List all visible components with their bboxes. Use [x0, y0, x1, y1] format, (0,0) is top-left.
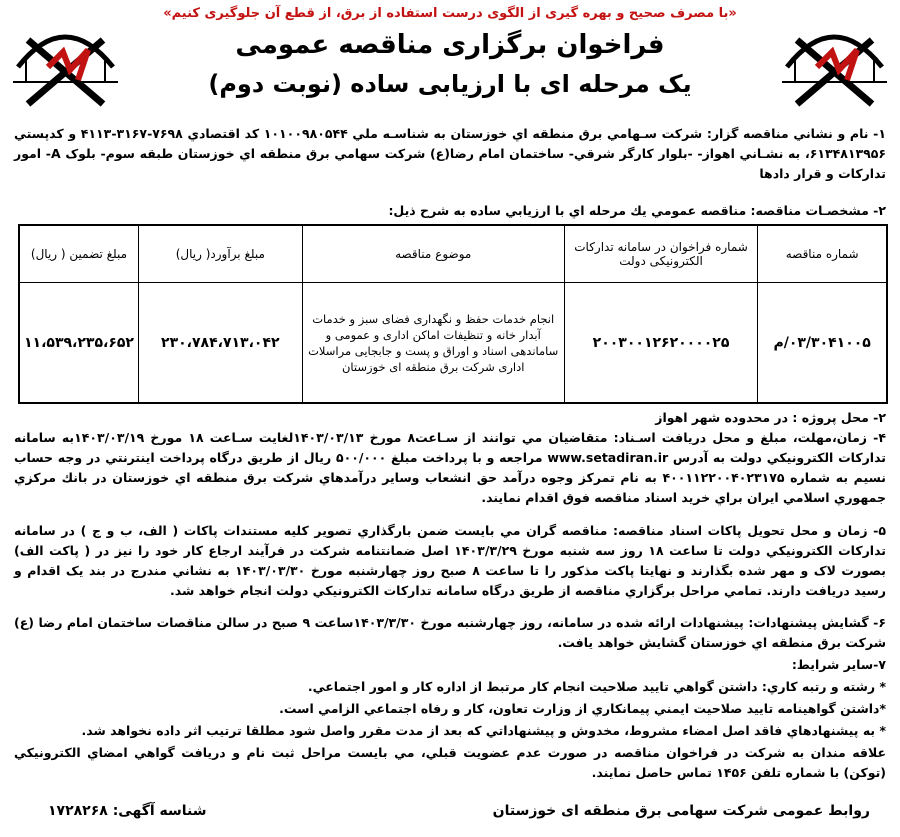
- condition-c: * به پيشنهادهاي فاقد اصل امضاء مشروط، مخدوش و پيشنهاداتي كه بعد از مدت مقرر واصل شود مطلقا ترتيب اثر داده نخواهد شد.: [81, 723, 886, 738]
- power-company-logo-left: [8, 12, 123, 112]
- table-header-row: [20, 226, 887, 283]
- col-subject: موضوع مناقصه: [302, 226, 564, 283]
- footer-organization: روابط عمومی شرکت سهامی برق منطقه ای خوزستان: [492, 803, 870, 819]
- slogan: «با مصرف صحیح و بهره گیری از الگوی درست استفاده از برق، از قطع آن جلوگیری کنیم»: [163, 6, 737, 21]
- section-1-tenderer: ۱- نام و نشاني مناقصه گزار: شركت سـهامي برق منطقه اي خوزستان به شناسـه ملي ۱۰۱۰۰۹۸۰۵۴۴ كد اقتصادي ۷۶۹۸-۳۱۶۷-۴۱۱۳ و كدپستي ۶۱۳۴۸۱۳۹۵۶، به نشـاني اهواز- -بلوار كارگر شرقي- ساختمان امام رضا(ع) شركت سهامي برق منطقه اي خوزستان طبقه سوم- بلوک A- امور تداركات و قرار دادها: [14, 126, 886, 181]
- col-guarantee: مبلغ تضمین ( ريال): [20, 226, 139, 283]
- col-system-no: شماره فراخوان در سامانه تدارکات الکترونیکی دولت: [564, 226, 758, 283]
- section-5-delivery: ۵- زمان و محل تحويل پاكات اسناد مناقصه: مناقصه گران مي بايست ضمن بارگذاري تصوير كليه مستندات پاكات ( الف، ب و ج ) در سامانه تداركات الكترونيكي دولت تا ساعت ۱۸ روز سه شنبه مورخ ۱۴۰۳/۳/۲۹ اصل ضمانتنامه شركت در فرآيند ارجاع كار خود را نيز در ( پاكت الف) بصورت لاک و مهر شده بگذارند و نهايتا پاكت مذكور را تا ساعت ۸ صبح روز چهارشنبه مورخ ۱۴۰۳/۰۳/۳۰ به نشاني مندرج در بند يک اقدام و رسيد دريافت دارند. تمامي مراحل برگزاري مناقصه از طريق درگاه سامانه تداركات الكترونيكي دولت انجام خواهد شد.: [14, 523, 886, 598]
- notice-subtitle: یک مرحله ای با ارزیابی ساده (نوبت دوم): [208, 70, 692, 98]
- cell-system-no: ۲۰۰۳۰۰۱۲۶۲۰۰۰۰۲۵: [564, 283, 758, 403]
- tender-table: [18, 224, 888, 404]
- table-row: [20, 283, 887, 403]
- cell-estimate: ۲۳۰،۷۸۴،۷۱۳،۰۴۲: [138, 283, 302, 403]
- ad-id: شناسه آگهی: ۱۷۲۸۲۶۸: [48, 803, 207, 819]
- cell-subject: انجام خدمات حفظ و نگهداری فضای سبز و خدمات آبدار خانه و تنظیفات اماکن اداری و عمومی و ساماندهی اسناد و اوراق و پست و جابجایی مراسلات اداری شرکت برق منطقه ای خوزستان: [302, 283, 564, 403]
- section-2-location: ۲- محل پروژه : در محدوده شهر اهواز: [655, 410, 886, 425]
- power-company-logo-right: [777, 12, 892, 112]
- col-tender-no: شماره مناقصه: [758, 226, 887, 283]
- condition-b: *داشتن گواهينامه تاييد صلاحيت ايمني پيمانكاري از وزارت تعاون، كار و رفاه اجتماعي الزامي است.: [279, 701, 886, 716]
- col-estimate: مبلغ برآورد( ريال): [138, 226, 302, 283]
- notice-title: فراخوان برگزاری مناقصه عمومی: [235, 30, 665, 60]
- section-4-documents: ۴- زمان،مهلت، مبلغ و محل دريافت اسـناد: متقاضيان مي توانند از سـاعت۸ مورخ ۱۴۰۳/۰۳/۱۳لغايت سـاعت ۱۸ مورخ ۱۴۰۳/۰۳/۱۹به سامانه تداركات الكترونيكي دولت به آدرس www.setadiran.ir مراجعه و با پرداخت مبلغ ۵۰۰/۰۰۰ ريال از طريق درگاه پرداخت اينترنتي در وجه حساب نسيم به شماره ۴۰۰۱۱۲۲۰۰۴۰۲۳۱۷۵ به نام تمركز وجوه درآمد حق انشعاب وساير درآمدهاي شركت برق منطقه اي خوزستان در بانك مركزي جمهوري اسلامي ايران براي خريد اسناد مناقصه فوق اقدام نمايند.: [14, 430, 886, 505]
- cell-tender-no: ۰۳/۳۰۴۱۰۰۵/م: [758, 283, 887, 403]
- condition-a: * رشته و رتبه كاري: داشتن گواهي تاييد صلاحيت انجام كار مرتبط از اداره كار و امور اجتماعي.: [307, 679, 886, 694]
- section-7-title: ۷-ساير شرايط:: [791, 657, 886, 672]
- condition-d: علاقه مندان به شركت در فراخوان مناقصه در صورت عدم عضويت قبلي، مي بايست مراحل ثبت نام و دريافت گواهي امضاي الكترونيكي (توكن) با شماره تلفن ۱۴۵۶ تماس حاصل نمايند.: [14, 745, 886, 780]
- section-2-intro: ۲- مشخصـات مناقصه: مناقصه عمومي يك مرحله اي با ارزيابي ساده به شرح ذيل:: [388, 203, 886, 218]
- cell-guarantee: ۱۱،۵۳۹،۲۳۵،۶۵۲: [20, 283, 139, 403]
- section-6-opening: ۶- گشايش پيشنهادات: پيشنهادات ارائه شده در سامانه، روز چهارشنبه مورخ ۱۴۰۳/۳/۳۰ساعت ۹ صبح در سالن مناقصات ساختمان امام رضا (ع) شركت برق منطقه اي خوزستان گشايش خواهد يافت.: [14, 615, 886, 650]
